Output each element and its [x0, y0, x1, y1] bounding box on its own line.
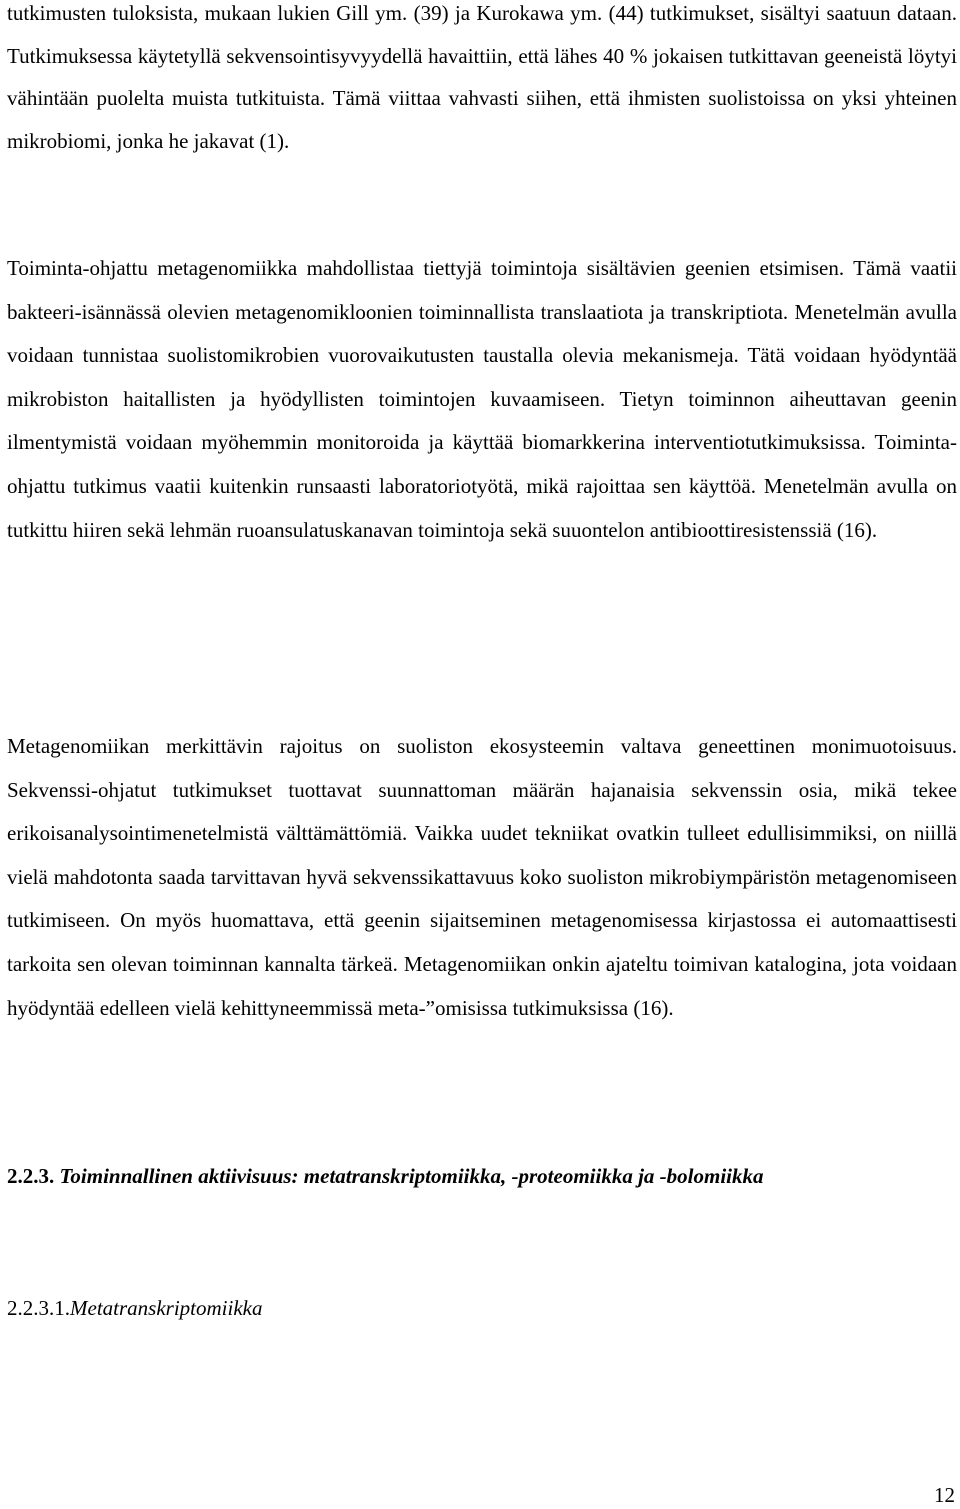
- section-heading: [7, 1164, 763, 1189]
- page-number: 12: [934, 1483, 955, 1507]
- section-heading-number: 2.2.3.: [7, 1164, 55, 1188]
- paragraph-gut-microbiome-shared: tutkimusten tuloksista, mukaan lukien Gill ym. (39) ja Kurokawa ym. (44) tutkimukset, sisältyi saatuun dataan. Tutkimuksessa käytetyllä sekvensointisyvyydellä havaittiin, että lähes 40 % jokaisen tutkittavan geeneistä löytyi vähintään puolelta muista tutkituista. Tämä viittaa vahvasti siihen, että ihmisten suolistoissa on yksi yhteinen mikrobiomi, jonka he jakavat (1).: [7, 1, 957, 153]
- paragraph-function-driven-metagenomics: Toiminta-ohjattu metagenomiikka mahdollistaa tiettyjä toimintoja sisältävien geenien etsimisen. Tämä vaatii bakteeri-isännässä olevien metagenomikloonien toiminnallista translaatiota ja transkriptiota. Menetelmän avulla voidaan tunnistaa suolistomikrobien vuorovaikutusten taustalla olevia mekanismeja. Tätä voidaan hyödyntää mikrobiston haitallisten ja hyödyllisten toimintojen kuvaamiseen. Tietyn toiminnon aiheuttavan geenin ilmentymistä voidaan myöhemmin monitoroida ja käyttää biomarkkerina interventiotutkimuksissa. Toiminta-ohjattu tutkimus vaatii kuitenkin runsaasti laboratoriotyötä, mikä rajoittaa sen käyttöä. Menetelmän avulla on tutkittu hiiren sekä lehmän ruoansulatuskanavan toimintoja sekä suuontelon antibioottiresistenssiä (16).: [7, 256, 957, 542]
- subsection-heading: [7, 1296, 262, 1321]
- paragraph-metagenomics-limitations: Metagenomiikan merkittävin rajoitus on suoliston ekosysteemin valtava geneettinen monimuotoisuus. Sekvenssi-ohjatut tutkimukset tuottavat suunnattoman määrän hajanaisia sekvenssin osia, mikä tekee erikoisanalysointimenetelmistä välttämättömiä. Vaikka uudet tekniikat ovatkin tulleet edullisimmiksi, on niillä vielä mahdotonta saada tarvittavan hyvä sekvenssikattavuus koko suoliston mikrobiympäristön metagenomiseen tutkimiseen. On myös huomattava, että geenin sijaitseminen metagenomisessa kirjastossa ei automaattisesti tarkoita sen olevan toiminnan kannalta tärkeä. Metagenomiikan onkin ajateltu toimivan katalogina, jota voidaan hyödyntää edelleen vielä kehittyneemmissä meta-”omisissa tutkimuksissa (16).: [7, 734, 957, 1020]
- section-heading-title: Toiminnallinen aktiivisuus: metatranskriptomiikka, -proteomiikka ja -bolomiikka: [59, 1164, 764, 1188]
- subsection-heading-title: Metatranskriptomiikka: [70, 1296, 263, 1320]
- subsection-heading-number: 2.2.3.1.: [7, 1296, 70, 1320]
